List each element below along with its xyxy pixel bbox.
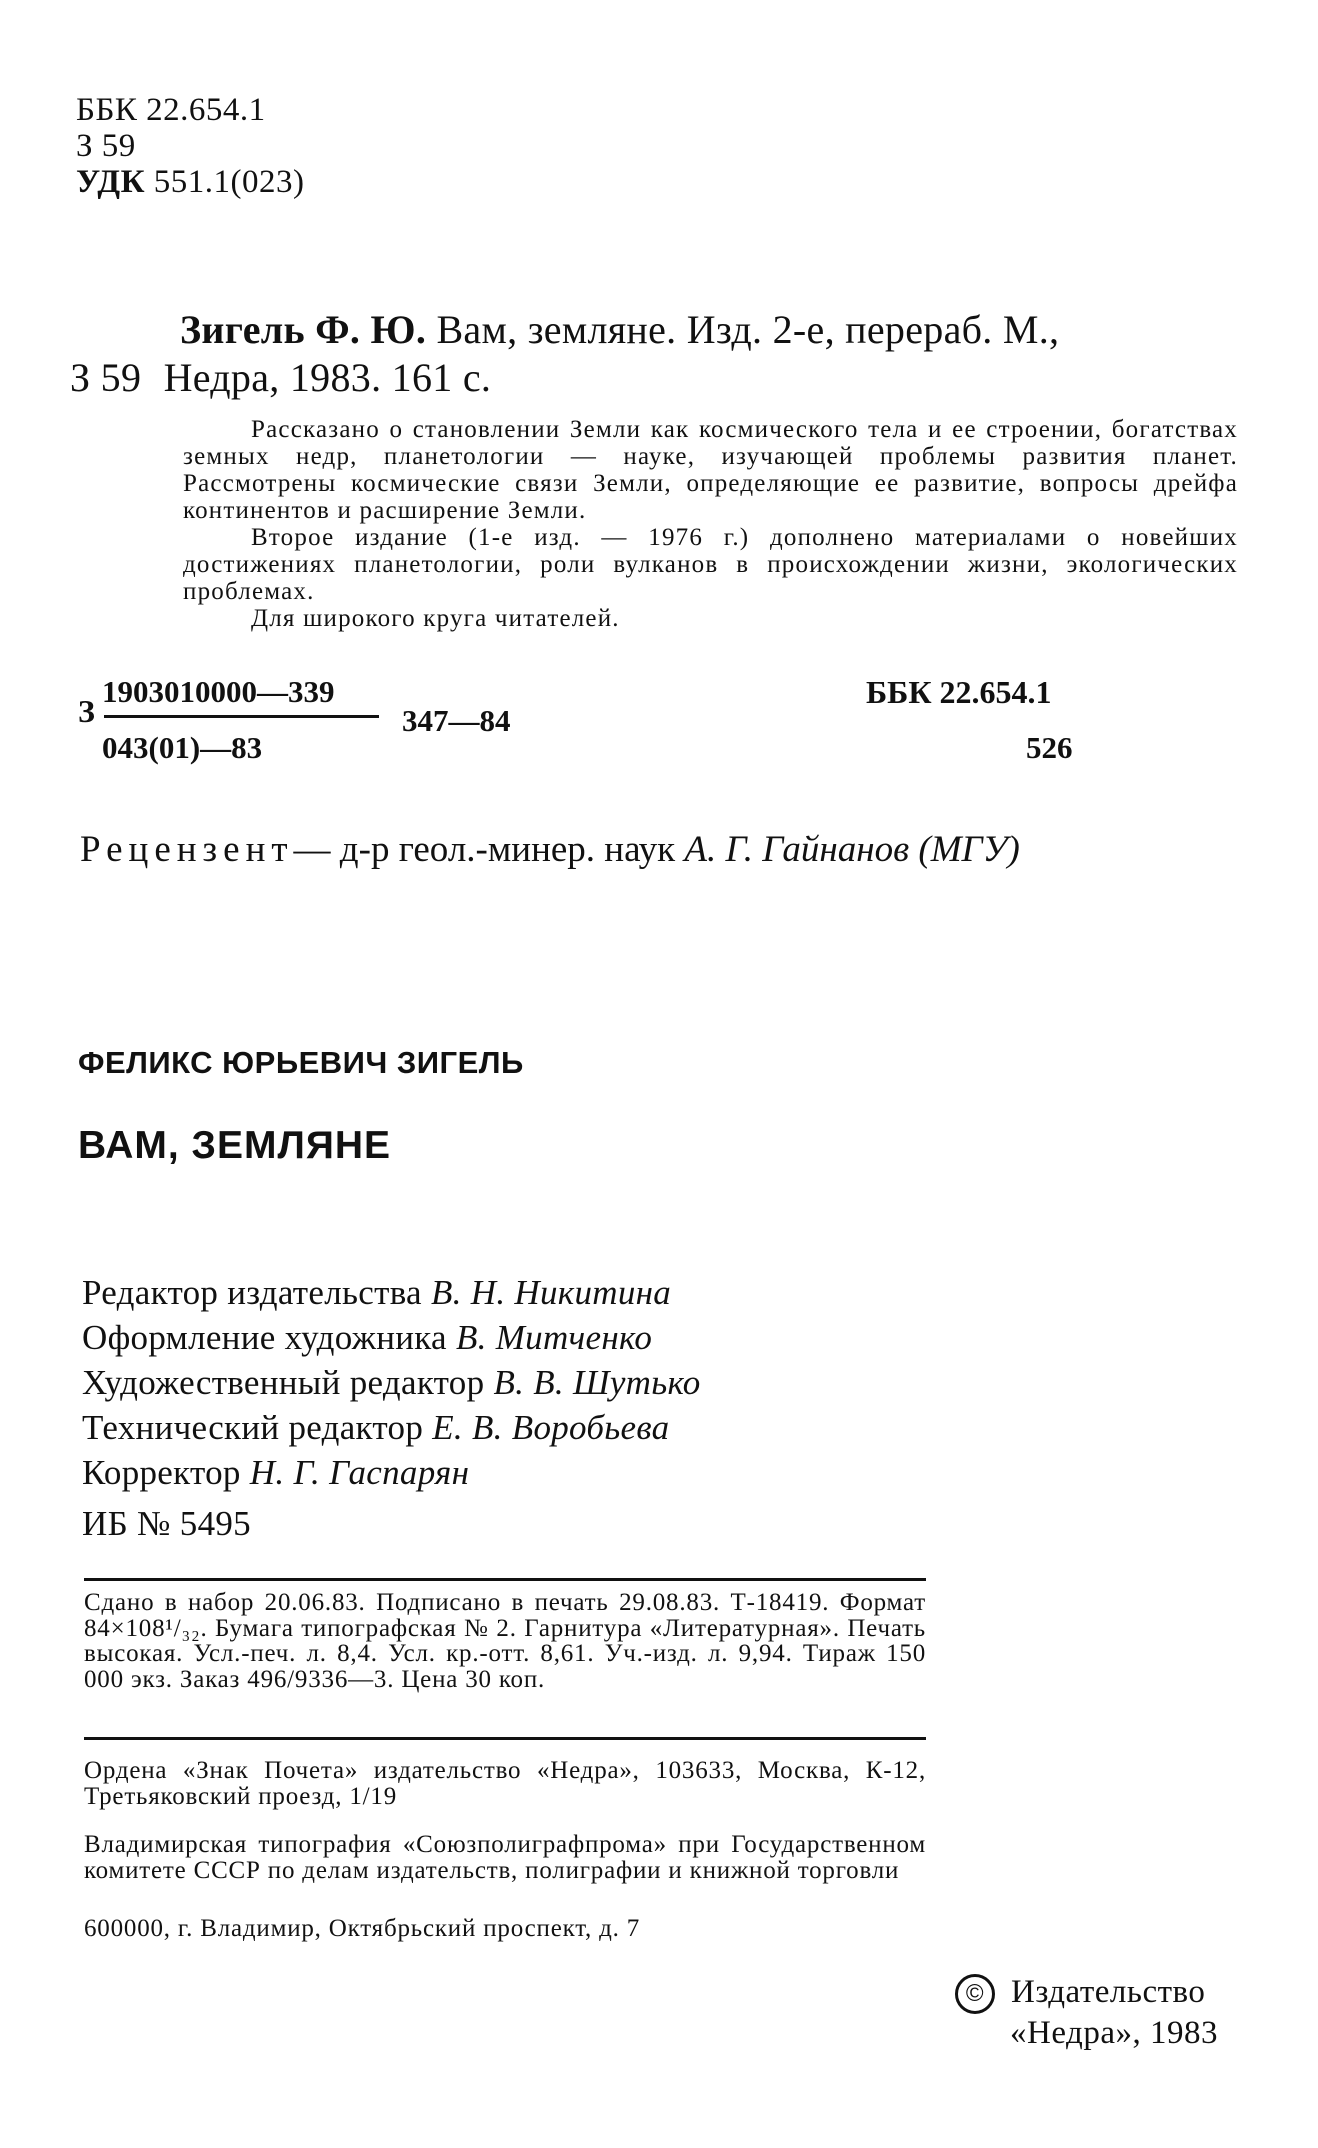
fraction-line — [104, 715, 379, 718]
production-details — [84, 1590, 926, 1692]
credit-tech-editor — [82, 1408, 669, 1448]
reviewer-line — [80, 828, 1020, 871]
author-heading: ФЕЛИКС ЮРЬЕВИЧ ЗИГЕЛЬ — [78, 1045, 524, 1080]
credit-name: В. Митченко — [455, 1318, 653, 1357]
copyright-icon: © — [955, 1974, 995, 2014]
catalog-title: Вам, земляне. Изд. 2-е, перераб. М., — [436, 307, 1060, 352]
credit-name: Е. В. Воробьева — [432, 1408, 670, 1447]
credit-editor — [82, 1273, 671, 1313]
reviewer-label: Рецензент — [80, 829, 294, 870]
credit-name: В. В. Шутько — [493, 1363, 701, 1402]
credit-role: Технический редактор — [82, 1408, 424, 1447]
index-denominator: 043(01)—83 — [102, 730, 263, 765]
publisher-block — [84, 1758, 926, 1809]
reviewer-text: — д-р геол.-минер. наук — [293, 829, 676, 870]
abstract-paragraph-3: Для широкого круга читателей. — [251, 605, 620, 632]
credit-role: Художественный редактор — [82, 1363, 485, 1402]
printer-address-block — [84, 1916, 926, 1942]
copyright-line1 — [955, 1974, 1205, 2014]
catalog-author: Зигель Ф. Ю. — [180, 307, 427, 352]
catalog-entry-line2 — [70, 354, 491, 401]
title-heading: ВАМ, ЗЕМЛЯНЕ — [78, 1124, 392, 1167]
copyright-line2: «Недра», 1983 — [1010, 2015, 1218, 2051]
credit-role: Редактор издательства — [82, 1273, 422, 1312]
udk-code — [76, 164, 305, 201]
index-numerator: 1903010000—339 — [102, 674, 335, 709]
production-text: Сдано в набор 20.06.83. Подписано в печать 29.08.83. Т-18419. Формат 84×108¹/₃₂. Бумага типографская № 2. Гарнитура «Литературная». Печать высокая. Усл.-печ. л. 8,4. Усл. кр.-отт. 8,61. Уч.-изд. л. 9,94. Тираж 150 000 экз. Заказ 496/9336—3. Цена 30 коп. — [84, 1589, 926, 1693]
credit-proofreader — [82, 1453, 469, 1493]
credit-role: Оформление художника — [82, 1318, 447, 1357]
credit-designer — [82, 1318, 652, 1358]
abstract — [183, 416, 1238, 632]
index-prefix: З — [78, 693, 95, 729]
divider-bottom — [84, 1737, 926, 1740]
credit-name: Н. Г. Гаспарян — [249, 1453, 470, 1492]
bbk-code: ББК 22.654.1 — [76, 92, 266, 128]
catalog-code: З 59 — [70, 355, 142, 400]
author-sign-code: З 59 — [76, 128, 136, 164]
printer-address: 600000, г. Владимир, Октябрьский проспект, д. 7 — [84, 1915, 641, 1942]
catalog-publisher: Недра, 1983. 161 с. — [163, 355, 492, 400]
divider-top — [84, 1578, 926, 1581]
credit-art-editor — [82, 1363, 701, 1403]
udk-label: УДК — [76, 164, 146, 200]
catalog-entry-line1 — [180, 306, 1059, 353]
reviewer-name: А. Г. Гайнанов (МГУ) — [684, 829, 1020, 870]
copyright-publisher: Издательство — [1011, 1974, 1206, 2010]
abstract-paragraph-2: Второе издание (1-е изд. — 1976 г.) дополнено материалами о новейших достижениях планетологии, роли вулканов в происхождении жизни, экологических проблемах. — [183, 524, 1238, 605]
credit-name: В. Н. Никитина — [430, 1273, 672, 1312]
publisher-text: Ордена «Знак Почета» издательство «Недра», 103633, Москва, К-12, Третьяковский проезд, 1/19 — [84, 1757, 926, 1810]
printer-text: Владимирская типография «Союзполиграфпрома» при Государственном комитете СССР по делам издательств, полиграфии и книжной торговли — [84, 1831, 926, 1884]
udk-value: 551.1(023) — [153, 164, 305, 200]
ib-number: ИБ № 5495 — [82, 1504, 251, 1543]
credit-role: Корректор — [82, 1453, 241, 1492]
index-bbk: ББК 22.654.1 — [866, 674, 1052, 710]
index-bbk-sub: 526 — [1026, 730, 1073, 765]
index-number: 347—84 — [402, 703, 511, 738]
abstract-paragraph-1: Рассказано о становлении Земли как космического тела и ее строении, богатствах земных недр, планетологии — науке, изучающей проблемы развития планет. Рассмотрены космические связи Земли, определяющие ее развитие, вопросы дрейфа континентов и расширение Земли. — [183, 416, 1238, 524]
printer-block — [84, 1832, 926, 1883]
